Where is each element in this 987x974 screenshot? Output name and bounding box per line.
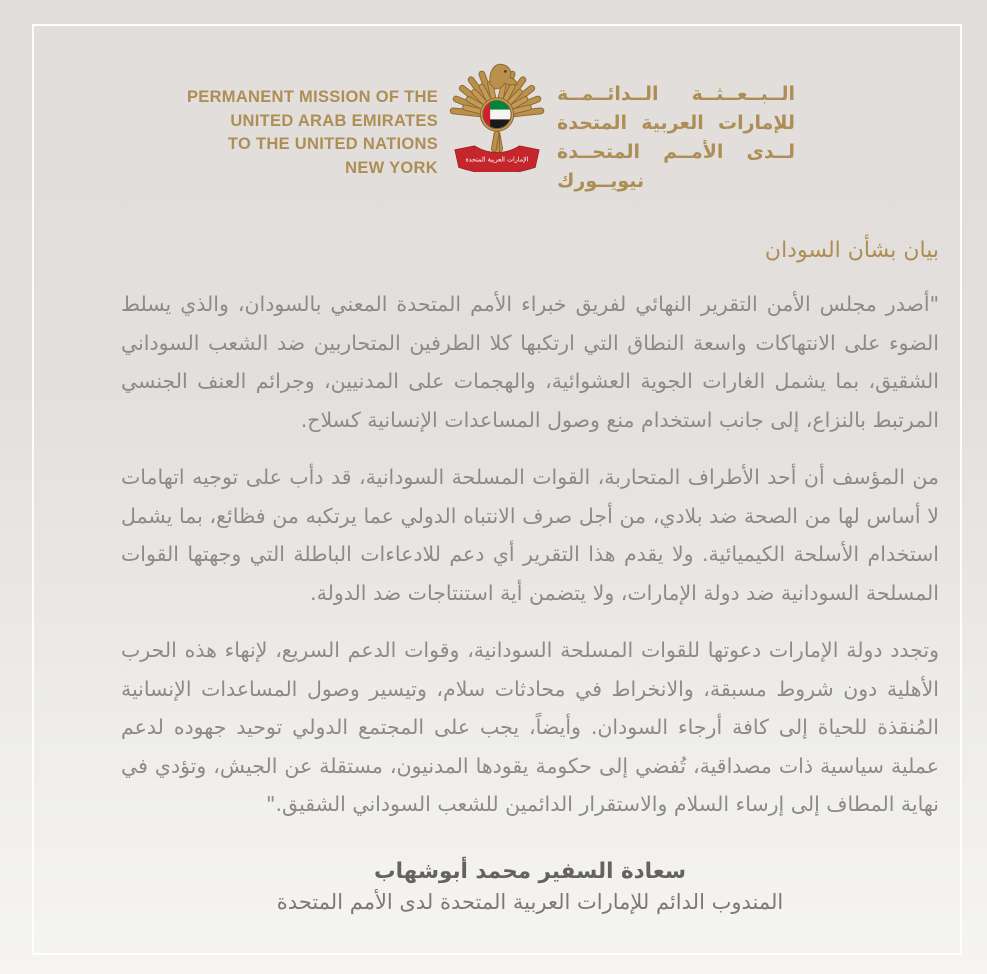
signature-block (121, 856, 939, 918)
mission-name-en-line-1: PERMANENT MISSION OF THE (186, 88, 438, 106)
statement-content (121, 237, 939, 918)
signature-role: المندوب الدائم للإمارات العربية المتحدة لدى الأمم المتحدة (276, 889, 784, 914)
uae-falcon-emblem (448, 58, 546, 172)
falcon-eye (504, 70, 507, 73)
emblem-banner-text: الإمارات العربية المتحدة (465, 155, 529, 164)
signature-name: سعادة السفير محمد أبوشهاب (373, 858, 687, 884)
mission-name-ar-line-4: نيويــورك (557, 170, 645, 192)
mission-name-ar-line-1: الــبــعــثــة الــدائــمــة (557, 83, 795, 105)
mission-name-english (150, 86, 438, 180)
mission-name-en-line-4: NEW YORK (345, 158, 438, 177)
mission-name-en-line-2: UNITED ARAB EMIRATES (230, 111, 438, 130)
mission-name-arabic (557, 80, 795, 196)
falcon-icon (448, 58, 546, 172)
mission-name-ar-line-3: لــدى الأمــم المتحــدة (557, 141, 795, 163)
mission-name-ar-line-2: للإمارات العربية المتحدة (557, 112, 795, 134)
statement-title: بيان بشأن السودان (764, 238, 939, 263)
statement-paragraph-1: "أصدر مجلس الأمن التقرير النهائي لفريق خبراء الأمم المتحدة المعني بالسودان، والذي يسلط الضوء على الانتهاكات واسعة النطاق التي ارتكبها كلا الطرفين المتحاربين ضد الشعب السوداني الشقيق، بما يشمل الغارات الجوية العشوائية، والهجمات على المدنيين، وجرائم العنف الجنسي المرتبط بالنزاع، إلى جانب استخدام منع وصول المساعدات الإنسانية كسلاح. (121, 292, 939, 432)
statement-paragraph-2: من المؤسف أن أحد الأطراف المتحاربة، القوات المسلحة السودانية، قد دأب على توجيه اتهامات لا أساس لها من الصحة ضد بلادي، من أجل صرف الانتباه الدولي عما يرتكبه من فظائع، بما يشمل استخدام الأسلحة الكيميائية. ولا يقدم هذا التقرير أي دعم للادعاءات الباطلة التي وجهتها القوات المسلحة السودانية ضد دولة الإمارات، ولا يتضمن أية استنتاجات ضد الدولة. (121, 465, 939, 605)
statement-paragraph-3: وتجدد دولة الإمارات دعوتها للقوات المسلحة السودانية، وقوات الدعم السريع، لإنهاء هذه الحرب الأهلية دون شروط مسبقة، والانخراط في محادثات سلام، وتيسير وصول المساعدات الإنسانية المُنقذة للحياة إلى كافة أرجاء السودان. وأيضاً، يجب على المجتمع الدولي توحيد جهوده لدعم عملية سياسية ذات مصداقية، تُفضي إلى حكومة يقودها المدنيون، مستقلة عن الجيش، وتؤدي في نهاية المطاف إلى إرساء السلام والاستقرار الدائمين للشعب السوداني الشقيق." (121, 638, 939, 816)
mission-name-en-line-3: TO THE UNITED NATIONS (227, 135, 438, 154)
